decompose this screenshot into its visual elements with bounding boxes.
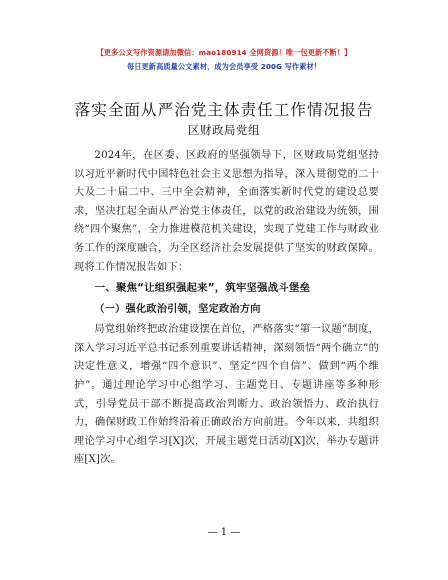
page-number: — 1 — xyxy=(207,527,241,538)
promo-banner-line2: 每日更新高质量公文素材，成为会员享受 200G 写作素材！ xyxy=(126,62,322,71)
intro-paragraph: 2024年，在区委、区政府的坚强领导下，区财政局党组坚持以习近平新时代中国特色社会主义思想为指导，深入贯彻党的二十大及二十届二中、三中全会精神，全面落实新时代党的建设总要求，坚决扛起全面从严治党主体责任，以党的政治建设为统领，围绕“四个聚焦”，全力推进模范机关建设，实现了党建工作与财政业务工作的深度融合，为全区经济社会发展提供了坚实的财政保障。现将工作情况报告如下： xyxy=(74,150,379,273)
document-title: 落实全面从严治党主体责任工作情况报告 xyxy=(74,101,374,119)
promo-banner-line1: 【更多公文写作资源请加微信：mao180914 全网资源！唯一包更新不断！】 xyxy=(96,48,352,57)
document-subtitle: 区财政局党组 xyxy=(188,123,260,137)
subsection-heading: （一）强化政治引领，坚定政治方向 xyxy=(94,304,261,316)
section-heading: 一、聚焦“让组织强起来”，筑牢坚强战斗堡垒 xyxy=(94,282,311,295)
subsection-paragraph: 局党组始终把政治建设摆在首位，严格落实“第一议题”制度，深入学习习近平总书记系列重要讲话精神，深刻领悟“两个确立”的决定性意义，增强“四个意识”、坚定“四个自信”、做到“两个维护”。通过理论学习中心组学习、主题党日、专题讲座等多种形式，引导党员干部不断提高政治判断力、政治领悟力、政治执行力，确保财政工作始终沿着正确政治方向前进。今年以来，共组织理论学习中心组学习[X]次，开展主题党日活动[X]次，举办专题讲座[X]次。 xyxy=(74,324,379,466)
document-body xyxy=(74,147,379,470)
